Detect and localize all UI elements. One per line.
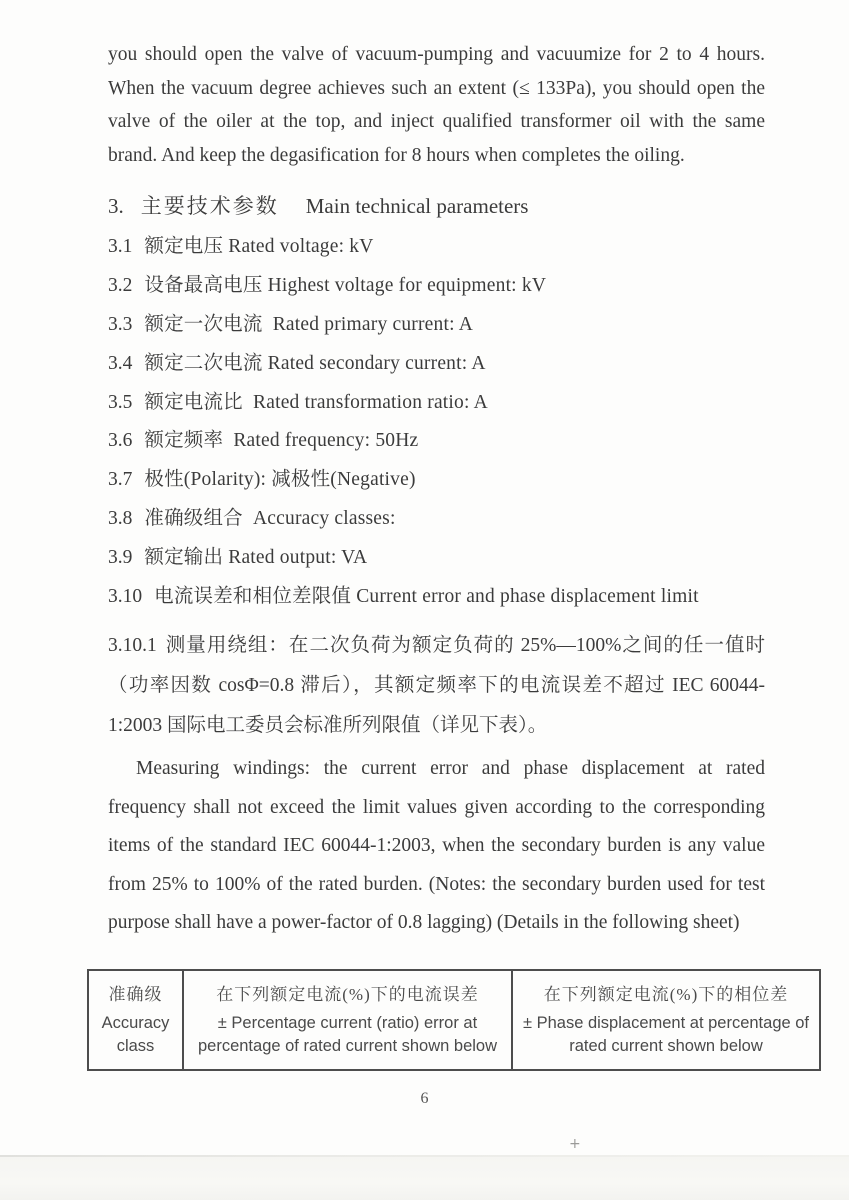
item-number: 3.6 xyxy=(108,430,133,452)
scan-background-strip xyxy=(0,1157,849,1200)
subsection-paragraph-zh xyxy=(108,626,765,745)
list-item xyxy=(108,306,765,345)
item-label: 额定电流比 Rated transformation ratio: A xyxy=(144,391,488,413)
table-header-row xyxy=(88,970,820,1070)
scan-artifact-plus: + xyxy=(569,1136,581,1152)
item-label: 额定输出 Rated output: VA xyxy=(144,546,368,568)
item-number: 3.2 xyxy=(108,275,133,297)
table-header-current-error xyxy=(183,970,512,1070)
list-item xyxy=(108,422,765,461)
list-item xyxy=(108,461,765,500)
item-number: 3.4 xyxy=(108,352,133,374)
table-header-phase-displacement xyxy=(512,970,820,1070)
header-en: Accuracy class xyxy=(101,1013,170,1055)
measuring-windings-paragraph-en: Measuring windings: the current error and phase displacement at rated frequency shall not exceed the limit values given according to the corresponding items of the standard IEC 60044-1:2003, when the secondary burden is any value from 25% to 100% of the rated burden. (Notes: the secondary burden used for test purpose shall have a power-factor of 0.8 lagging) (Details in the following sheet) xyxy=(108,758,765,934)
item-label: 准确级组合 Accuracy classes: xyxy=(144,507,396,529)
list-item xyxy=(108,267,765,306)
header-zh: 在下列额定电流(%)下的相位差 xyxy=(543,984,789,1004)
item-label: 电流误差和相位差限值 Current error and phase displacement limit xyxy=(154,585,699,607)
section-number: 3. xyxy=(108,194,124,219)
section-title-en: Main technical parameters xyxy=(305,194,529,219)
header-zh: 准确级 xyxy=(108,984,163,1004)
item-label: 额定二次电流 Rated secondary current: A xyxy=(144,352,486,374)
header-en: ± Phase displacement at percentage of rated current shown below xyxy=(522,1013,810,1055)
section-heading xyxy=(108,186,765,226)
list-item xyxy=(108,384,765,423)
item-label: 额定一次电流 Rated primary current: A xyxy=(144,313,474,335)
header-zh: 在下列额定电流(%)下的电流误差 xyxy=(216,984,479,1004)
item-number: 3.8 xyxy=(108,507,133,529)
header-en: ± Percentage current (ratio) error at percentage of rated current shown below xyxy=(197,1013,497,1055)
intro-paragraph: you should open the valve of vacuum-pumping and vacuumize for 2 to 4 hours. When the vacuum degree achieves such an extent (≤ 133Pa), you should open the valve of the oiler at the top, and inject qualified transformer oil with the same brand. And keep the degasification for 8 hours when completes the oiling. xyxy=(108,44,765,166)
subsection-number: 3.10.1 xyxy=(108,635,157,657)
list-item xyxy=(108,578,765,617)
list-item xyxy=(108,500,765,539)
page-number: 6 xyxy=(420,1090,429,1107)
item-number: 3.3 xyxy=(108,313,133,335)
item-label: 设备最高电压 Highest voltage for equipment: kV xyxy=(144,275,547,297)
item-number: 3.1 xyxy=(108,236,133,258)
item-label: 额定电压 Rated voltage: kV xyxy=(144,236,374,258)
item-number: 3.9 xyxy=(108,546,133,568)
list-item xyxy=(108,345,765,384)
item-number: 3.10 xyxy=(108,585,143,607)
item-label: 极性(Polarity): 减极性(Negative) xyxy=(144,469,416,491)
section-title-zh: 主要技术参数 xyxy=(140,194,279,219)
item-label: 额定频率 Rated frequency: 50Hz xyxy=(144,430,419,452)
subsection-text-zh: 测量用绕组：在二次负荷为额定负荷的 25%—100%之间的任一值时（功率因数 cosΦ=0.8 滞后），其额定频率下的电流误差不超过 IEC 60044-1:2003 国际电工委员会标准所列限值（详见下表）。 xyxy=(108,635,765,736)
item-number: 3.7 xyxy=(108,469,133,491)
accuracy-limits-table xyxy=(87,969,821,1071)
list-item xyxy=(108,539,765,578)
item-number: 3.5 xyxy=(108,391,133,413)
list-item xyxy=(108,228,765,267)
parameter-list xyxy=(108,228,765,616)
table-header-accuracy-class xyxy=(88,970,183,1070)
